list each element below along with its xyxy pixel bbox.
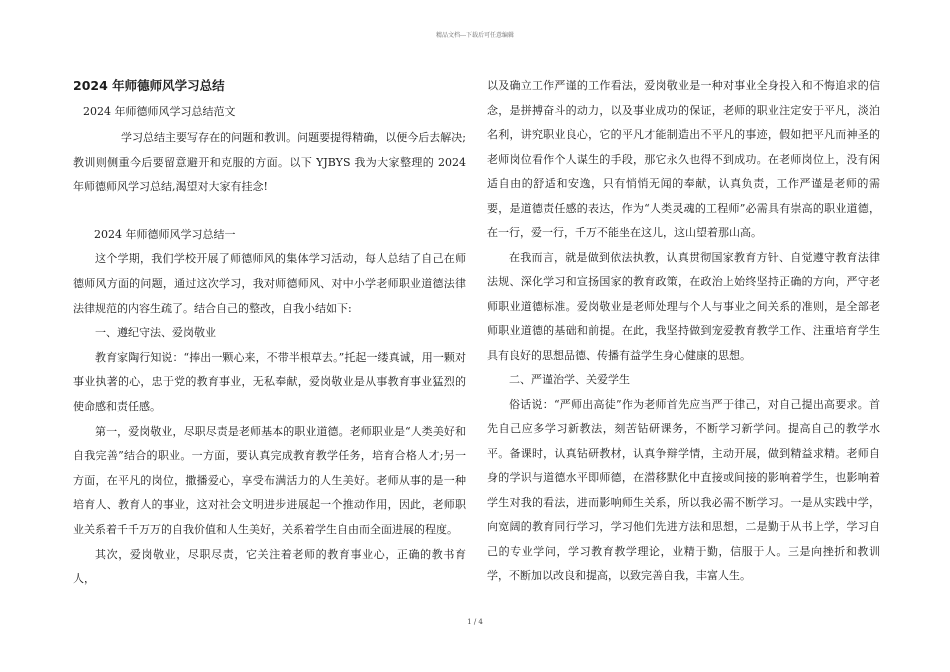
- spacer: [73, 200, 466, 223]
- paragraph: 这个学期，我们学校开展了师德师风的集体学习活动，每人总结了自己在师德师风方面的问题，通过这次学习，我对师德师风、对中小学老师职业道德法律法律规范的内容生疏了。结合自己的整改，自我小结如下:: [73, 252, 466, 315]
- right-column: [487, 74, 880, 589]
- paragraph: 以及确立工作严谨的工作看法，爱岗敬业是一种对事业全身投入和不悔追求的信念，是拼搏奋斗的动力，以及事业成功的保证，老师的职业注定安于平凡，淡泊名利，讲究职业良心，它的平凡才能制造出不平凡的事迹，假如把平凡而神圣的老师岗位看作个人谋生的手段，那它永久也得不到成功。在老师岗位上，没有闲适自由的舒适和安逸，只有悄悄无闻的奉献，认真负责，工作严谨是老师的需要，是道德责任感的表达，作为“人类灵魂的工程师”必需具有崇高的职业道德，在一行，爱一行，千万不能坐在这儿，这山望着那山高。: [487, 79, 880, 239]
- page-number: 1 / 4: [467, 618, 483, 626]
- paragraph: 第一，爱岗敬业，尽职尽责是老师基本的职业道德。老师职业是“人类美好和自我完善”结合的职业。一方面，要认真完成教育教学任务，培育合格人才;另一方面，在平凡的岗位，撒播爱心，享受布满活力的人生美好。老师从事的是一种培育人、教育人的事业，这对社会文明进步进展起一个推动作用，因此，老师职业关系着千千万万的自我价值和人生美好，关系着学生自由而全面进展的程度。: [73, 424, 466, 536]
- paragraph: 俗话说：“严师出高徒”作为老师首先应当严于律己，对自己提出高要求。首先自己应多学习新教法，刻苦钻研课务，不断学习新学问。提高自己的教学水平。备课时，认真钻研教材，认真争辩学情，主动开展，做到精益求精。老师自身的学识与道德水平即师德，在潜移默化中直接或间接的影响着学生，也影响着学生对我的看法，进而影响师生关系，所以我必需不断学习。一是从实践中学，向宽阔的教育同行学习，学习他们先进方法和思想，二是勤于从书上学，学习自己的专业学问，学习教育教学理论，业精于勤，信服于人。三是向挫折和教训学，不断加以改良和提高，以致完善自我，丰富人生。: [487, 397, 880, 582]
- heading-2: 二、严谨治学、关爱学生: [509, 373, 630, 386]
- document-title: 2024 年师德师风学习总结: [73, 78, 225, 93]
- section-title: 2024 年师德师风学习总结一: [94, 227, 236, 241]
- intro-paragraph: 学习总结主要写存在的问题和教训。问题要提得精确，以便今后去解决;教训则侧重今后要留意避开和克服的方面。以下 YJBYS 我为大家整理的 2024 年师德师风学习总结,渴望对大家有挂念!: [73, 131, 466, 194]
- page-header-note: 精品文档---下载后可任意编辑: [435, 32, 515, 39]
- left-column: [73, 71, 466, 592]
- paragraph: 教育家陶行知说：“捧出一颗心来，不带半根草去。”托起一缕真诚，用一颗对事业执著的心，忠于党的教育事业，无私奉献，爱岗敬业是从事教育事业猛烈的使命感和责任感。: [73, 350, 466, 413]
- document-subtitle: 2024 年师德师风学习总结范文: [83, 105, 236, 118]
- paragraph: 其次，爱岗敬业，尽职尽责，它关注着老师的教育事业心，正确的教书育人，: [73, 547, 466, 586]
- heading-1: 一、遵纪守法、爱岗敬业: [95, 326, 216, 340]
- paragraph: 在我而言，就是做到依法执教，认真贯彻国家教育方针、自觉遵守教育法律法规、深化学习和宣扬国家的教育政策，在政治上始终坚持正确的方向，严守老师职业道德标准。爱岗敬业是老师处理与个人与事业之间关系的准则，是全部老师职业道德的基础和前提。在此，我坚持做到宠爱教育教学工作、注重培育学生具有良好的思想品德、传播有益学生身心健康的思想。: [487, 250, 880, 362]
